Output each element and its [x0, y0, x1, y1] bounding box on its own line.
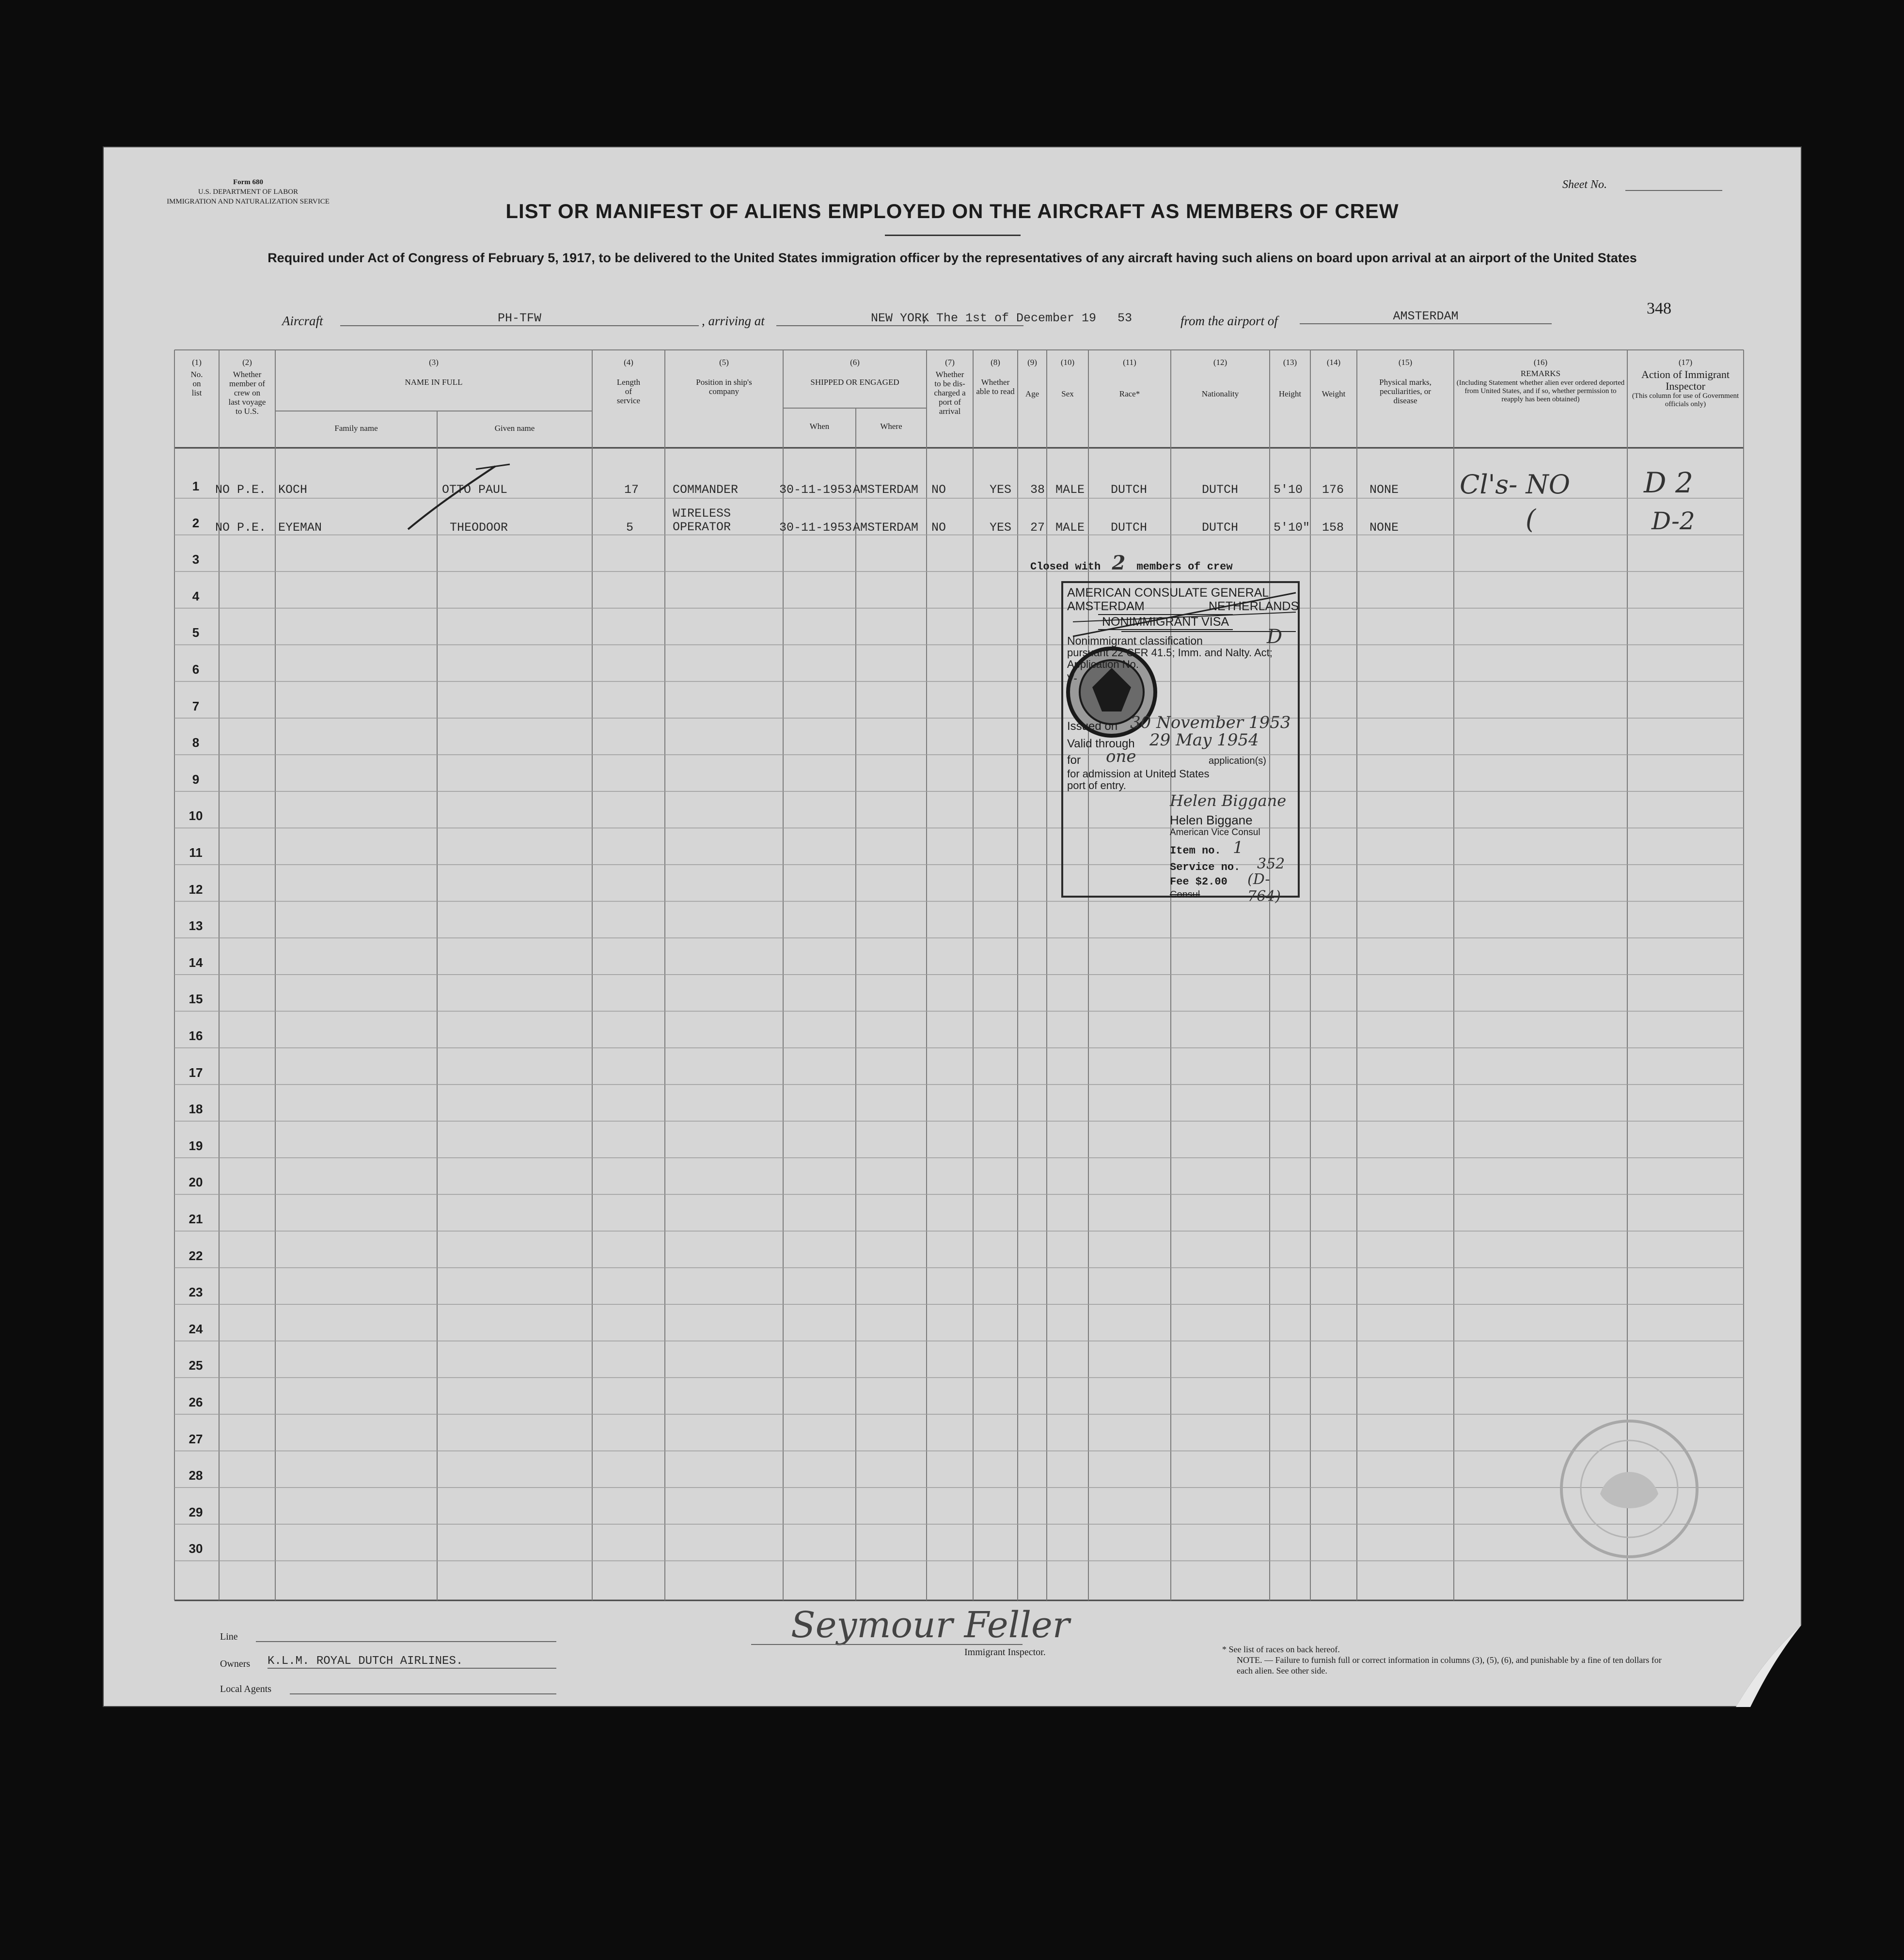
row-2-last-voyage: NO P.E.: [215, 521, 267, 535]
closed-with-label: Closed with: [1030, 561, 1101, 573]
form-title: LIST OR MANIFEST OF ALIENS EMPLOYED ON THE AIRCRAFT AS MEMBERS OF CREW: [505, 200, 1399, 222]
row-2-read: YES: [990, 521, 1012, 535]
col-8-header: (8) Whether able to read: [976, 358, 1015, 396]
stamp-consul-label: Consul: [1170, 889, 1200, 900]
col-15-header: (15) Physical marks, peculiarities, or disease: [1379, 358, 1432, 405]
row-number: 11: [189, 845, 203, 860]
penalty-note: NOTE. — Failure to furnish full or correct information in columns (3), (5), (6), and punishable by a fine of ten dollars for each alien. See other side.: [1237, 1655, 1662, 1675]
row-number: 16: [189, 1028, 203, 1043]
row-number: 10: [189, 808, 203, 823]
form-subtitle: Required under Act of Congress of February 5, 1917, to be delivered to the United States immigration officer by the representatives of any aircraft having such aliens on board upon arrival at an airport of the United States: [268, 251, 1637, 265]
races-note: * See list of races on back hereof.: [1222, 1644, 1340, 1654]
row-number: 30: [189, 1541, 203, 1556]
col-6-when-header: When: [809, 422, 830, 431]
row-number: 24: [189, 1321, 203, 1336]
col-12-header: (12) Nationality: [1201, 358, 1239, 398]
stamp-visa-type: NONIMMIGRANT VISA: [1098, 614, 1233, 630]
row-number: 18: [189, 1102, 203, 1117]
row-number: 21: [189, 1212, 203, 1226]
col-7-header: (7) Whether to be dis-charged a port of arrival: [934, 358, 966, 416]
row-number: 23: [189, 1285, 203, 1300]
row-number: 22: [189, 1248, 203, 1263]
stamp-classification-value: D: [1267, 626, 1283, 648]
inspector-signature-line: [751, 1644, 1023, 1645]
inspector-label: Immigrant Inspector.: [964, 1647, 1046, 1658]
stamp-item-label: Item no.: [1170, 845, 1221, 857]
col-6-where-header: Where: [880, 422, 902, 431]
stamp-classification-label: Nonimmigrant classification: [1067, 634, 1203, 647]
department-name: U.S. DEPARTMENT OF LABOR: [198, 188, 299, 196]
row-number: 14: [189, 955, 203, 970]
stamp-consulate: AMERICAN CONSULATE GENERAL: [1067, 586, 1269, 600]
row-number: 27: [189, 1431, 203, 1446]
page-number: 348: [1647, 300, 1671, 317]
col-14-header: (14) Weight: [1322, 358, 1346, 398]
stamp-officer-name: Helen Biggane: [1170, 813, 1253, 827]
col-9-header: (9) Age: [1025, 358, 1039, 398]
name-strike-mark: [393, 457, 539, 534]
row-1-family-name: KOCH: [278, 483, 308, 497]
row-2-height: 5'10": [1274, 521, 1310, 535]
aircraft-label: Aircraft: [282, 314, 323, 328]
stamp-fee-value: (D-764): [1247, 871, 1281, 905]
closed-with-note: [1030, 552, 1233, 574]
stamp-issued-value: 30 November 1953: [1130, 713, 1291, 732]
from-airport-label: from the airport of: [1180, 314, 1278, 328]
consular-visa-stamp: [1061, 581, 1300, 905]
curled-corner: [1678, 1625, 1802, 1707]
stamp-item-value: 1: [1233, 838, 1243, 857]
service-name: IMMIGRATION AND NATURALIZATION SERVICE: [167, 198, 330, 205]
owners-label: Owners: [220, 1659, 251, 1669]
row-1-sex: MALE: [1055, 483, 1085, 497]
row-2-family-name: EYEMAN: [278, 521, 322, 535]
row-1-given-name: OTTO PAUL: [442, 483, 508, 497]
col-3-family-header: Family name: [334, 424, 378, 433]
row-2-nationality: DUTCH: [1202, 521, 1239, 535]
arriving-label: , arriving at: [702, 314, 765, 328]
row-number: 26: [189, 1395, 203, 1409]
row-1-race: DUTCH: [1111, 483, 1148, 497]
row-number: 13: [189, 918, 203, 933]
stamp-signature: Helen Biggane: [1170, 791, 1287, 810]
line-field: [256, 1641, 556, 1642]
col-1-header: (1) No. on list: [190, 358, 203, 397]
stamp-for-label: for: [1067, 754, 1081, 767]
row-number: 2: [192, 515, 200, 530]
row-number: 20: [189, 1175, 203, 1190]
stamp-issued-label: Issued on: [1067, 720, 1118, 733]
stamp-valid-label: Valid through: [1067, 737, 1135, 750]
stamp-service-value: 352: [1257, 855, 1285, 872]
owners-field: K.L.M. ROYAL DUTCH AIRLINES.: [268, 1655, 556, 1669]
row-1-when: 30-11-1953: [779, 483, 852, 497]
row-2-where: AMSTERDAM: [853, 521, 919, 535]
row-1-remarks: Cl's- NO: [1460, 469, 1571, 500]
stamp-for-value: one: [1106, 747, 1136, 766]
row-1-height: 5'10: [1274, 483, 1303, 497]
row-number: 29: [189, 1504, 203, 1519]
stamp-admission: for admission at United States port of entry.: [1067, 768, 1210, 791]
row-1-nationality: DUTCH: [1202, 483, 1239, 497]
col-16-header: (16) REMARKS (Including Statement whether alien ever ordered deported from United States, and if so, whether permission to reapply has been obtained): [1456, 358, 1625, 403]
stamp-service-label: Service no.: [1170, 861, 1241, 873]
inspector-signature: Seymour Feller: [791, 1604, 1070, 1646]
line-label: Line: [220, 1631, 238, 1642]
local-agents-field: [290, 1693, 556, 1694]
arrival-year: 53: [1117, 311, 1133, 325]
row-number: 8: [192, 735, 200, 750]
col-3-header: (3) NAME IN FULL: [405, 358, 463, 387]
form-number: Form 680: [233, 178, 264, 186]
stamp-application-label: application(s): [1209, 756, 1266, 766]
row-1-discharged: NO: [931, 483, 946, 497]
row-1-where: AMSTERDAM: [853, 483, 919, 497]
row-2-given-name: THEODOOR: [450, 521, 508, 535]
row-2-sex: MALE: [1055, 521, 1085, 535]
row-number: 17: [189, 1065, 203, 1080]
row-1-age: 38: [1030, 483, 1045, 497]
col-11-header: (11) Race*: [1119, 358, 1140, 398]
row-2-position: WIRELESS OPERATOR: [673, 506, 731, 534]
col-13-header: (13) Height: [1278, 358, 1302, 398]
row-number: 5: [192, 625, 200, 640]
stamp-fee-label: Fee $2.00: [1170, 876, 1227, 888]
row-2-remarks: (: [1526, 504, 1536, 535]
row-number: 19: [189, 1138, 203, 1153]
row-1-position: COMMANDER: [673, 483, 739, 497]
faint-seal-watermark: [1557, 1416, 1702, 1562]
from-airport-field: AMSTERDAM: [1300, 309, 1552, 324]
row-1-last-voyage: NO P.E.: [215, 483, 267, 497]
col-10-header: (10) Sex: [1060, 358, 1075, 398]
row-number: 12: [189, 882, 203, 897]
col-17-header: (17) Action of Immigrant Inspector (This column for use of Government officials only): [1632, 358, 1739, 408]
row-2-marks: NONE: [1369, 521, 1399, 535]
row-number: 15: [189, 992, 203, 1007]
row-number: 9: [192, 772, 200, 787]
sheet-number-label: Sheet No.: [1562, 178, 1607, 191]
manifest-sheet: [103, 146, 1802, 1707]
row-1-service: 17: [624, 483, 639, 497]
row-1-inspector-action: D 2: [1644, 466, 1693, 499]
row-number: 4: [192, 588, 200, 603]
closed-with-suffix: members of crew: [1136, 561, 1233, 573]
row-number: 25: [189, 1358, 203, 1373]
row-1-weight: 176: [1322, 483, 1344, 497]
stamp-pursuant: pursuant 22 CFR 41.5; Imm. and Nalty. Act; Application No.: [1067, 647, 1273, 670]
row-2-age: 27: [1030, 521, 1045, 535]
stamp-valid-value: 29 May 1954: [1149, 730, 1259, 750]
col-3-given-header: Given name: [494, 424, 535, 433]
row-number: 7: [192, 698, 200, 713]
row-2-race: DUTCH: [1111, 521, 1148, 535]
col-2-header: (2) Whether member of crew on last voyage to U.S.: [228, 358, 266, 416]
row-number: 6: [192, 662, 200, 677]
row-2-weight: 158: [1322, 521, 1344, 535]
aircraft-field: PH-TFW: [340, 311, 699, 326]
closed-with-count: 2: [1112, 552, 1126, 574]
col-5-header: (5) Position in ship's company: [696, 358, 752, 396]
arriving-field: NEW YORK: [776, 311, 1023, 326]
stamp-city: AMSTERDAM: [1067, 600, 1145, 613]
row-1-read: YES: [990, 483, 1012, 497]
col-6-header: (6) SHIPPED OR ENGAGED: [810, 358, 899, 387]
stamp-officer-title: American Vice Consul: [1170, 827, 1260, 838]
row-number: 1: [192, 479, 200, 493]
row-number: 3: [192, 552, 200, 567]
stamp-v-label: V-: [1067, 672, 1077, 684]
row-1-marks: NONE: [1369, 483, 1399, 497]
row-2-discharged: NO: [931, 521, 946, 535]
row-number: 28: [189, 1468, 203, 1483]
row-2-service: 5: [626, 521, 634, 535]
local-agents-label: Local Agents: [220, 1684, 272, 1694]
arrival-date: , The 1st of December 19: [922, 311, 1097, 325]
row-2-when: 30-11-1953: [779, 521, 852, 535]
stamp-country: NETHERLANDS: [1209, 600, 1299, 613]
col-4-header: (4) Length of service: [616, 358, 641, 405]
row-2-inspector-action: D-2: [1652, 507, 1695, 535]
